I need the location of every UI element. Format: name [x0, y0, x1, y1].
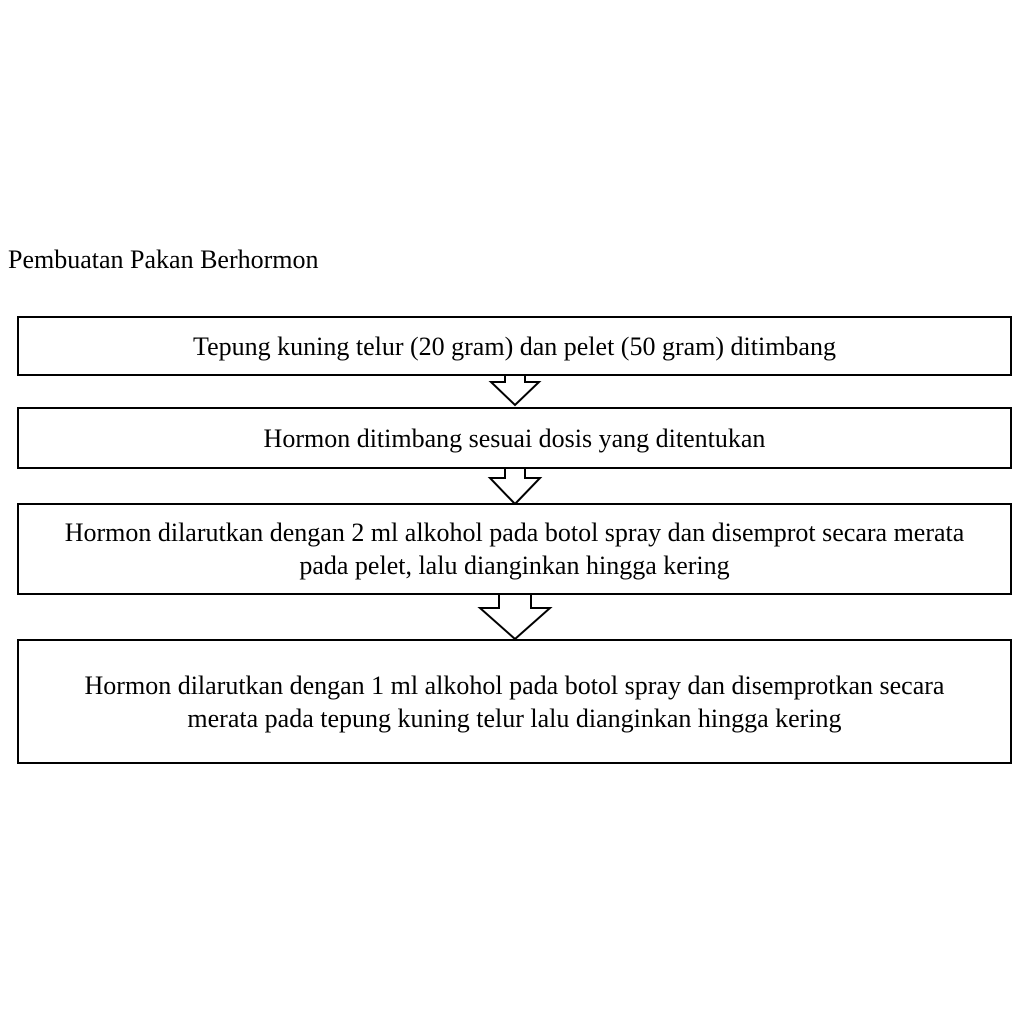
flow-step-4-text: Hormon dilarutkan dengan 1 ml alkohol pada botol spray dan disemprotkan secara merata pada tepung kuning telur lalu dianginkan hingga kering [84, 670, 945, 733]
flow-step-1 [17, 316, 1012, 376]
flow-step-1-text: Tepung kuning telur (20 gram) dan pelet (50 gram) ditimbang [193, 331, 836, 361]
flow-step-4 [17, 639, 1012, 764]
flow-step-2-text: Hormon ditimbang sesuai dosis yang ditentukan [263, 423, 766, 453]
down-arrow-2-icon [485, 467, 545, 507]
down-arrow-1-icon [485, 374, 545, 410]
flow-step-2 [17, 407, 1012, 469]
flow-step-3-text: Hormon dilarutkan dengan 2 ml alkohol pada botol spray dan disemprot secara merata pada pelet, lalu dianginkan hingga kering [64, 518, 965, 580]
flow-step-3 [17, 503, 1012, 595]
down-arrow-3-icon [470, 593, 560, 641]
diagram-title: Pembuatan Pakan Berhormon [8, 245, 319, 274]
